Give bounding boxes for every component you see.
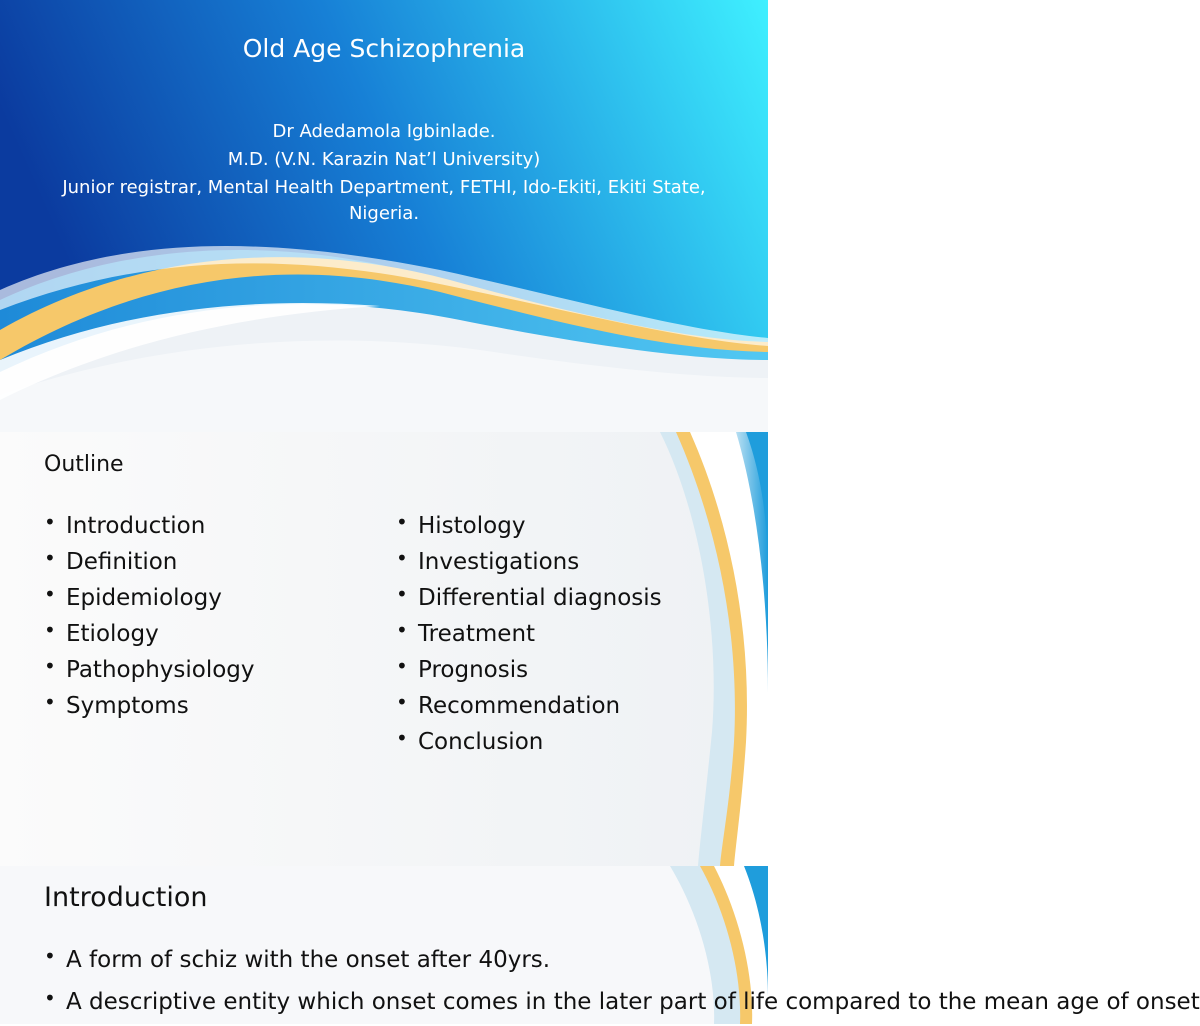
list-item	[44, 508, 255, 544]
outline-left-list	[44, 508, 255, 724]
list-item	[44, 984, 1200, 1026]
bullet-icon: •	[396, 510, 408, 534]
list-item	[44, 652, 255, 688]
list-item-text: Pathophysiology	[66, 657, 255, 683]
introduction-list	[44, 942, 1200, 1026]
list-item	[396, 652, 662, 688]
bullet-icon: •	[396, 690, 408, 714]
outline-heading: Outline	[44, 452, 124, 477]
list-item-text: Etiology	[66, 621, 159, 647]
list-item-text: Treatment	[418, 621, 536, 647]
list-item	[396, 616, 662, 652]
list-item	[44, 544, 255, 580]
list-item-text: Conclusion	[418, 729, 544, 755]
list-item	[396, 580, 662, 616]
list-item-text: Definition	[66, 549, 178, 575]
bullet-icon: •	[396, 582, 408, 606]
list-item-text: Prognosis	[418, 657, 529, 683]
bullet-icon: •	[44, 654, 56, 678]
bullet-icon: •	[396, 726, 408, 750]
list-item	[44, 688, 255, 724]
list-item	[44, 942, 734, 984]
author-position: Junior registrar, Mental Health Department, FETHI, Ido-Ekiti, Ekiti State, Nigeria.	[62, 177, 706, 224]
outline-right-list	[396, 508, 662, 760]
bullet-icon: •	[396, 546, 408, 570]
bullet-icon: •	[396, 618, 408, 642]
bullet-icon: •	[44, 618, 56, 642]
list-item-text: Epidemiology	[66, 585, 222, 611]
list-item	[44, 616, 255, 652]
list-item-text: Introduction	[66, 513, 206, 539]
list-item-text: Differential diagnosis	[418, 585, 662, 611]
bullet-icon: •	[44, 986, 56, 1010]
introduction-slide	[0, 866, 1200, 1024]
bullet-icon: •	[44, 690, 56, 714]
list-item-text: Histology	[418, 513, 526, 539]
bullet-icon: •	[44, 582, 56, 606]
author-name: Dr Adedamola Igbinlade.	[272, 121, 496, 142]
author-degree: M.D. (V.N. Karazin Nat’l University)	[227, 149, 541, 170]
list-item	[396, 724, 662, 760]
bullet-icon: •	[44, 944, 56, 968]
list-item-text: Recommendation	[418, 693, 621, 719]
list-item-text: Symptoms	[66, 693, 189, 719]
bullet-icon: •	[396, 654, 408, 678]
list-item-text: Investigations	[418, 549, 580, 575]
slide-title: Old Age Schizophrenia	[242, 34, 526, 63]
list-item-text: A descriptive entity which onset comes in the later part of life compared to the mean age of onset	[66, 989, 1200, 1015]
outline-slide	[0, 432, 768, 866]
list-item	[396, 508, 662, 544]
list-item	[396, 688, 662, 724]
bullet-icon: •	[44, 510, 56, 534]
list-item	[44, 580, 255, 616]
introduction-heading: Introduction	[44, 882, 208, 913]
list-item-text: A form of schiz with the onset after 40yrs.	[66, 947, 551, 973]
title-slide	[0, 0, 768, 432]
bullet-icon: •	[44, 546, 56, 570]
list-item	[396, 544, 662, 580]
